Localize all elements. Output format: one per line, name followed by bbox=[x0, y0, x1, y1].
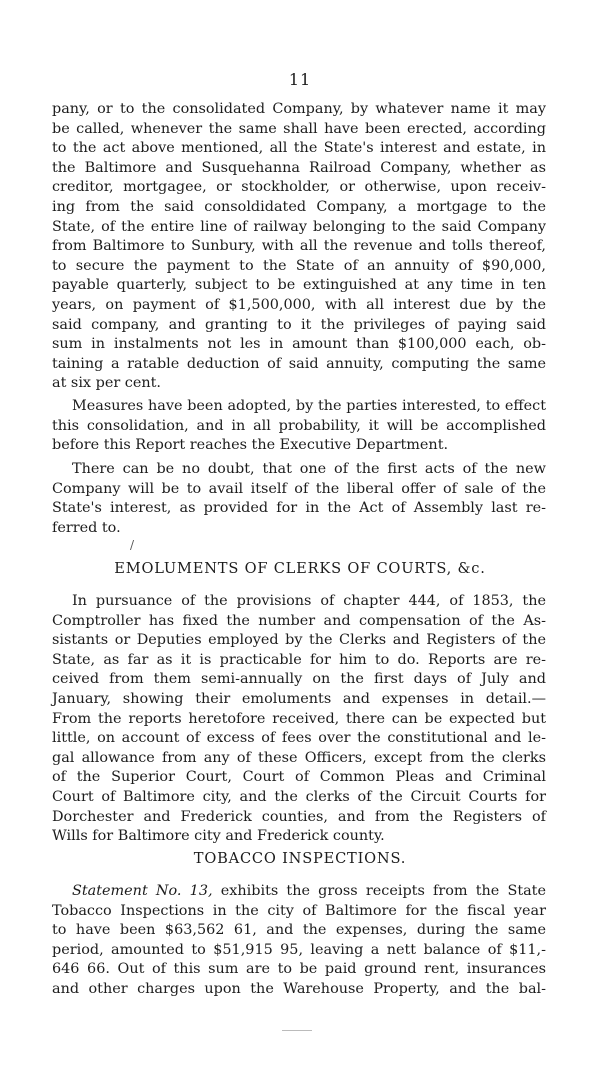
section-heading-tobacco: TOBACCO INSPECTIONS. bbox=[193, 850, 407, 867]
text-line: State's interest, as provided for in the Act of Assembly last re- bbox=[52, 500, 546, 517]
text-line: gal allowance from any of these Officers, except from the clerks bbox=[52, 749, 546, 766]
page-number: 11 bbox=[288, 70, 312, 89]
text-line: From the reports heretofore received, there can be expected but bbox=[52, 710, 546, 727]
text-line: Measures have been adopted, by the parties interested, to effect bbox=[72, 398, 546, 414]
text-line: taining a ratable deduction of said annuity, computing the same bbox=[52, 355, 546, 372]
text-line: sistants or Deputies employed by the Clerks and Registers of the bbox=[52, 632, 546, 649]
text-line: There can be no doubt, that one of the first acts of the new bbox=[72, 461, 546, 477]
text-line: be called, whenever the same shall have been erected, according bbox=[52, 120, 546, 137]
text-line: creditor, mortgagee, or stockholder, or otherwise, upon receiv- bbox=[52, 179, 546, 196]
paragraph-no-doubt bbox=[52, 460, 546, 538]
page-bottom-rule bbox=[282, 1030, 312, 1031]
text-line: this consolidation, and in all probability, it will be accomplished bbox=[52, 417, 546, 434]
paragraph-measures bbox=[52, 397, 546, 456]
text-line: pany, or to the consolidated Company, by whatever name it may bbox=[52, 101, 546, 117]
text-line: to have been $63,562 61, and the expenses, during the same bbox=[52, 922, 546, 939]
text-fragment: exhibits the gross receipts from the State bbox=[220, 883, 546, 899]
text-line: and other charges upon the Warehouse Property, and the bal- bbox=[52, 980, 546, 997]
text-line: In pursuance of the provisions of chapter 444, of 1853, the bbox=[72, 593, 546, 609]
text-line: the Baltimore and Susquehanna Railroad Company, whether as bbox=[52, 159, 546, 176]
text-line: Tobacco Inspections in the city of Baltimore for the fiscal year bbox=[52, 902, 546, 919]
paragraph-emoluments bbox=[52, 592, 546, 847]
text-line: to secure the payment to the State of an annuity of $90,000, bbox=[52, 257, 546, 274]
text-line bbox=[52, 882, 546, 902]
text-line: period, amounted to $51,915 95, leaving a nett balance of $11,- bbox=[52, 941, 546, 958]
text-line: January, showing their emoluments and expenses in detail.— bbox=[52, 690, 546, 707]
paragraph-tobacco bbox=[52, 882, 546, 1000]
text-line: sum in instalments not les in amount than $100,000 each, ob- bbox=[52, 336, 546, 353]
text-line: Wills for Baltimore city and Frederick county. bbox=[52, 828, 385, 845]
text-line: said company, and granting to it the privileges of paying said bbox=[52, 316, 546, 333]
text-line: of the Superior Court, Court of Common Pleas and Criminal bbox=[52, 769, 546, 786]
text-line: little, on account of excess of fees over the constitutional and le- bbox=[52, 730, 546, 747]
text-line: ing from the said consoldidated Company, a mortgage to the bbox=[52, 198, 546, 215]
text-line: at six per cent. bbox=[52, 375, 161, 392]
text-line: ceived from them semi-annually on the first days of July and bbox=[52, 671, 546, 688]
text-line: 646 66. Out of this sum are to be paid ground rent, insurances bbox=[52, 961, 546, 978]
paragraph-consolidation bbox=[52, 100, 546, 394]
section-heading-emoluments: EMOLUMENTS OF CLERKS OF COURTS, &c. bbox=[114, 560, 486, 577]
text-line: Company will be to avail itself of the liberal offer of sale of the bbox=[52, 480, 546, 497]
text-line: to the act above mentioned, all the State's interest and estate, in bbox=[52, 140, 546, 157]
text-line: payable quarterly, subject to be extinguished at any time in ten bbox=[52, 277, 546, 294]
statement-reference: Statement No. 13, bbox=[72, 883, 213, 899]
text-line: before this Report reaches the Executive Department. bbox=[52, 437, 449, 454]
text-line: ferred to. bbox=[52, 519, 121, 536]
text-line: State, of the entire line of railway belonging to the said Company bbox=[52, 218, 546, 235]
text-line: from Baltimore to Sunbury, with all the revenue and tolls thereof, bbox=[52, 238, 546, 255]
text-line: Comptroller has fixed the number and compensation of the As- bbox=[52, 612, 546, 629]
text-line: years, on payment of $1,500,000, with all interest due by the bbox=[52, 296, 546, 313]
text-line: Court of Baltimore city, and the clerks of the Circuit Courts for bbox=[52, 788, 546, 805]
text-line: State, as far as it is practicable for him to do. Reports are re- bbox=[52, 651, 546, 668]
print-speck: / bbox=[130, 538, 135, 552]
text-line: Dorchester and Frederick counties, and from the Registers of bbox=[52, 808, 546, 825]
